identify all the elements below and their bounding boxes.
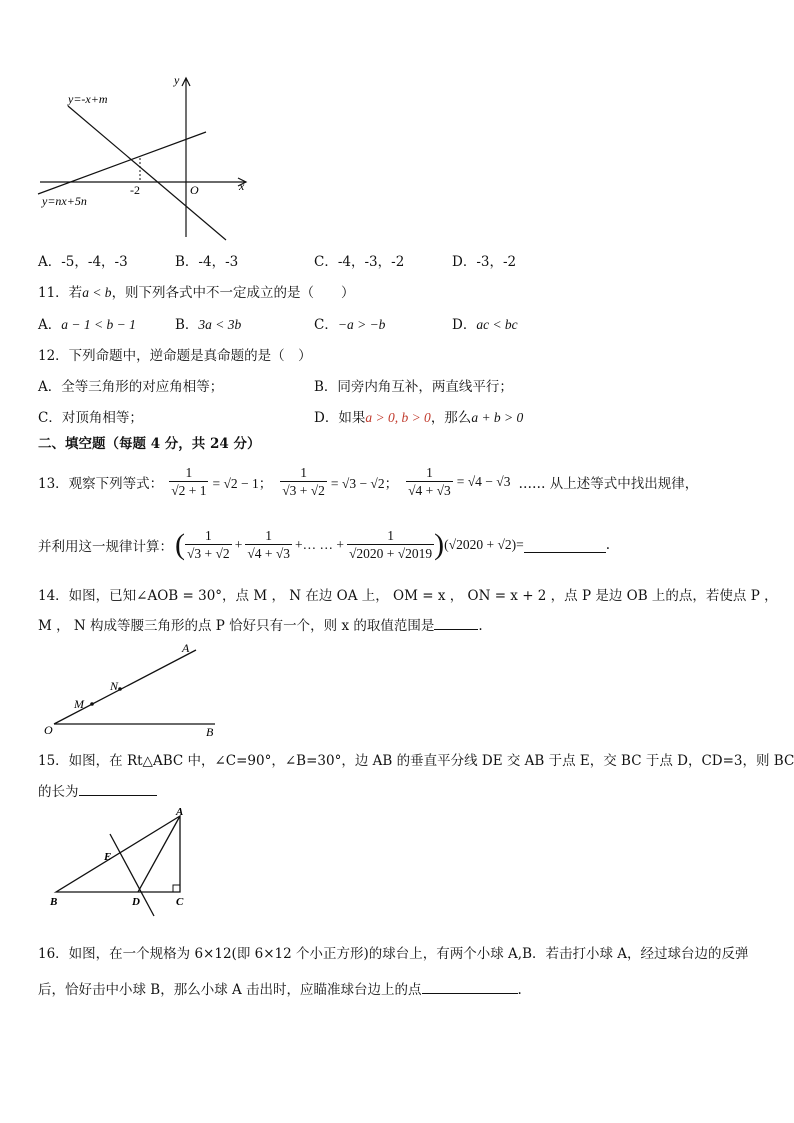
fig14-label-a: A xyxy=(182,641,190,655)
section-heading-fill-in: 二、填空题（每题 4 分，共 24 分） xyxy=(38,436,261,452)
triangle-abc xyxy=(56,816,180,892)
q15-answer-blank[interactable] xyxy=(79,781,157,796)
q13-termn-fraction: $\frac{1}{√2020 + √2019}$ xyxy=(348,527,433,561)
q13-factor: (√2020 + √2) xyxy=(444,537,517,552)
q12-option-c: C．对顶角相等； xyxy=(38,410,143,426)
q10-figure xyxy=(36,72,256,242)
q10-option-b: B．-4，-3 xyxy=(175,254,239,270)
q13-eq1-fraction: $\frac{1}{√2 + 1}$ xyxy=(171,464,207,498)
q12-d-condition: a > 0, b > 0 xyxy=(365,410,431,425)
q14-answer-blank[interactable] xyxy=(434,615,478,630)
q14-figure xyxy=(40,640,230,740)
right-angle-mark xyxy=(173,885,180,892)
q12-option-b: B．同旁内角互补，两直线平行； xyxy=(314,379,513,395)
q10-option-c: C．-4，-3，-2 xyxy=(314,254,405,270)
q15-line2: 的长为 xyxy=(38,780,157,800)
fig10-origin-label: O xyxy=(190,183,199,197)
q16-line1: 16．如图，在一个规格为 6×12(即 6×12 个小正方形)的球台上，有两个小球 A,B．若击打小球 A，经过球台边的反弹 xyxy=(38,946,749,962)
q13-term1-fraction: $\frac{1}{√3 + √2}$ xyxy=(187,527,230,561)
q11-option-d: D．ac < bc xyxy=(452,317,518,333)
q16-line2: 后，恰好击中小球 B，那么小球 A 击出时，应瞄准球台边上的点 . xyxy=(38,978,522,998)
q13-answer-blank[interactable] xyxy=(524,538,606,553)
fig14-label-m: M xyxy=(74,697,84,711)
segment-ad xyxy=(138,816,180,892)
q11-stem-pre: 11．若 xyxy=(38,285,83,301)
fig10-label-line2: y=nx+5n xyxy=(42,194,87,208)
q11-option-a: A．a − 1 < b − 1 xyxy=(38,317,136,333)
fig15-label-c: C xyxy=(176,896,184,908)
q11-stem xyxy=(38,281,355,301)
q14-line2: M ， N 构成等腰三角形的点 P 恰好只有一个，则 x 的取值范围是 . xyxy=(38,614,483,634)
q11-option-c: C．−a > −b xyxy=(314,317,386,333)
q13-eq3-fraction: $\frac{1}{√4 + √3}$ xyxy=(408,464,451,498)
q11-stem-post: ，则下列各式中不一定成立的是（ ） xyxy=(111,285,355,301)
fig10-tick-label: -2 xyxy=(130,183,140,197)
q11-option-b: B．3a < 3b xyxy=(175,317,242,333)
q14-line1: 14．如图，已知∠AOB = 30°，点 M ， N 在边 OA 上， OM = x ， ON = x + 2 ，点 P 是边 OB 上的点，若使点 P ， xyxy=(38,588,778,604)
fig15-label-d: D xyxy=(132,896,140,908)
fig10-label-line1: y=-x+m xyxy=(68,92,108,106)
q16-answer-blank[interactable] xyxy=(422,979,518,994)
fig15-label-a: A xyxy=(176,806,184,818)
q11-condition: a < b xyxy=(82,285,112,300)
line-y-neg-x-plus-m xyxy=(68,106,226,240)
fig10-y-label: y xyxy=(174,73,180,87)
q10-option-d: D．-3，-2 xyxy=(452,254,517,270)
q13-line2: 并利用这一规律计算： ( $\frac{1}{√3 + √2}$ + $\frac{1}{√4 + √3}$ +… … + $\frac{1}{√2020 + √2019}$ ) (√2020 + √2) = . xyxy=(38,527,611,561)
fig14-label-o: O xyxy=(44,723,53,737)
fig10-x-label: x xyxy=(239,179,245,193)
q13-term2-fraction: $\frac{1}{√4 + √3}$ xyxy=(247,527,290,561)
ray-oa xyxy=(54,650,196,724)
fig15-label-b: B xyxy=(50,896,58,908)
q12-option-d: D．如果a > 0, b > 0，那么a + b > 0 xyxy=(314,410,524,426)
line-y-nx-plus-5n xyxy=(38,132,206,194)
fig15-label-e: E xyxy=(104,851,112,863)
q10-option-a: A．-5，-4，-3 xyxy=(38,254,128,270)
q15-figure xyxy=(44,806,204,918)
q15-line1: 15．如图，在 Rt△ABC 中，∠C=90°，∠B=30°，边 AB 的垂直平分线 DE 交 AB 于点 E，交 BC 于点 D，CD=3，则 BC xyxy=(38,753,794,769)
q12-stem: 12．下列命题中，逆命题是真命题的是（ ） xyxy=(38,348,312,364)
fig14-label-b: B xyxy=(206,725,214,739)
q12-option-a: A．全等三角形的对应角相等； xyxy=(38,379,224,395)
q13-line1: 13．观察下列等式： $\frac{1}{√2 + 1}$ = √2 − 1； $\frac{1}{√3 + √2}$ = √3 − √2； $\frac{1}{√4 + √3}$ = √4 − √3 …… 从上述等式中找出规律， xyxy=(38,464,699,498)
fig14-label-n: N xyxy=(110,679,119,693)
point-m xyxy=(90,702,94,706)
q13-eq2-fraction: $\frac{1}{√3 + √2}$ xyxy=(282,464,325,498)
point-n xyxy=(118,687,122,691)
